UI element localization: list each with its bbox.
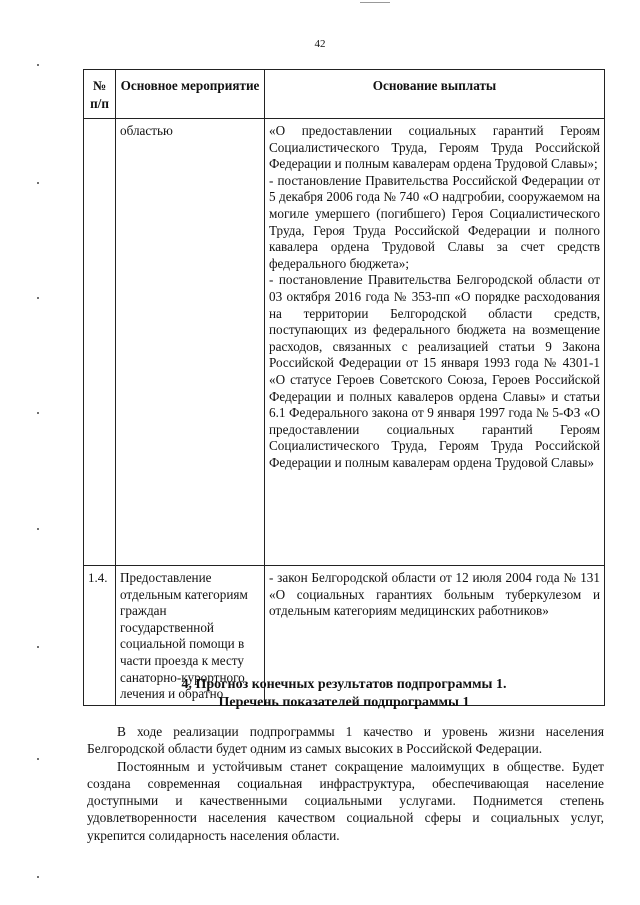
margin-mark xyxy=(37,876,39,878)
margin-mark xyxy=(37,412,39,414)
body-paragraph: В ходе реализации подпрограммы 1 качество и уровень жизни населения Белгородской области будет одним из самых высоких в Российской Федерации. xyxy=(87,724,604,757)
payments-table xyxy=(83,69,605,706)
table-row xyxy=(84,119,605,566)
row-num xyxy=(84,119,116,566)
header-event: Основное мероприятие xyxy=(116,70,265,119)
row-event-text: областью xyxy=(120,123,173,138)
margin-mark xyxy=(37,528,39,530)
section-body xyxy=(87,723,604,844)
page-number: 42 xyxy=(314,38,326,50)
margin-mark xyxy=(37,297,39,299)
margin-mark xyxy=(37,182,39,184)
top-scan-line xyxy=(360,2,390,3)
section-title xyxy=(83,676,605,712)
table-header-row xyxy=(84,70,605,119)
row-event-text: Предоставление отдельным категориям граждан государственной социальной помощи в части проезда к месту санаторно-курортного лечения и обратно xyxy=(120,570,248,702)
row-basis xyxy=(265,119,605,566)
basis-paragraph: «О предоставлении социальных гарантий Героям Социалистического Труда, Героям Труда Российской Федерации и полным кавалерам ордена Трудовой Славы»; xyxy=(269,123,600,172)
basis-paragraph: - постановление Правительства Российской Федерации от 5 декабря 2006 года № 740 «О надгробии, сооружаемом на могиле умершего (погибшего) Героя Социалистического Труда, Героя Труда Российской Федерации и полного кавалера ордена Трудовой Славы за счет средств федерального бюджета»; xyxy=(269,172,600,271)
section-title-line: 4. Прогноз конечных результатов подпрограммы 1. xyxy=(181,677,507,692)
margin-mark xyxy=(37,758,39,760)
header-basis: Основание выплаты xyxy=(265,70,605,119)
margin-mark xyxy=(37,646,39,648)
row-num: 1.4. xyxy=(84,566,116,706)
margin-mark xyxy=(37,64,39,66)
section-title-line: Перечень показателей подпрограммы 1 xyxy=(218,695,470,710)
body-paragraph: Постоянным и устойчивым станет сокращение малоимущих в обществе. Будет создана современная социальная инфраструктура, обеспечивающая население доступными и качественными социальными услугами. Поднимется степень удовлетворенности населения качеством социальной сферы и социальных услуг, укрепится солидарность населения области. xyxy=(87,758,604,843)
basis-paragraph: - постановление Правительства Белгородской области от 03 октября 2016 года № 353-пп «О порядке расходования на территории Белгородской области средств, поступающих из федерального бюджета на возмещение расходов, связанных с реализацией статьи 9 Закона Российской Федерации от 15 января 1993 года № 4301-1 «О статусе Героев Советского Союза, Героев Российской Федерации и полных кавалеров ордена Славы» и статьи 6.1 Федерального закона от 9 января 1997 года № 5-ФЗ «О предоставлении социальных гарантий Героям Социалистического Труда, Героям Труда Российской Федерации и полным кавалерам ордена Трудовой Славы» xyxy=(269,272,600,470)
basis-paragraph: - закон Белгородской области от 12 июля 2004 года № 131 «О социальных гарантиях больным туберкулезом и отдельным категориям медицинских работников» xyxy=(269,570,600,619)
row-event xyxy=(116,119,265,566)
header-num: № п/п xyxy=(84,70,116,119)
